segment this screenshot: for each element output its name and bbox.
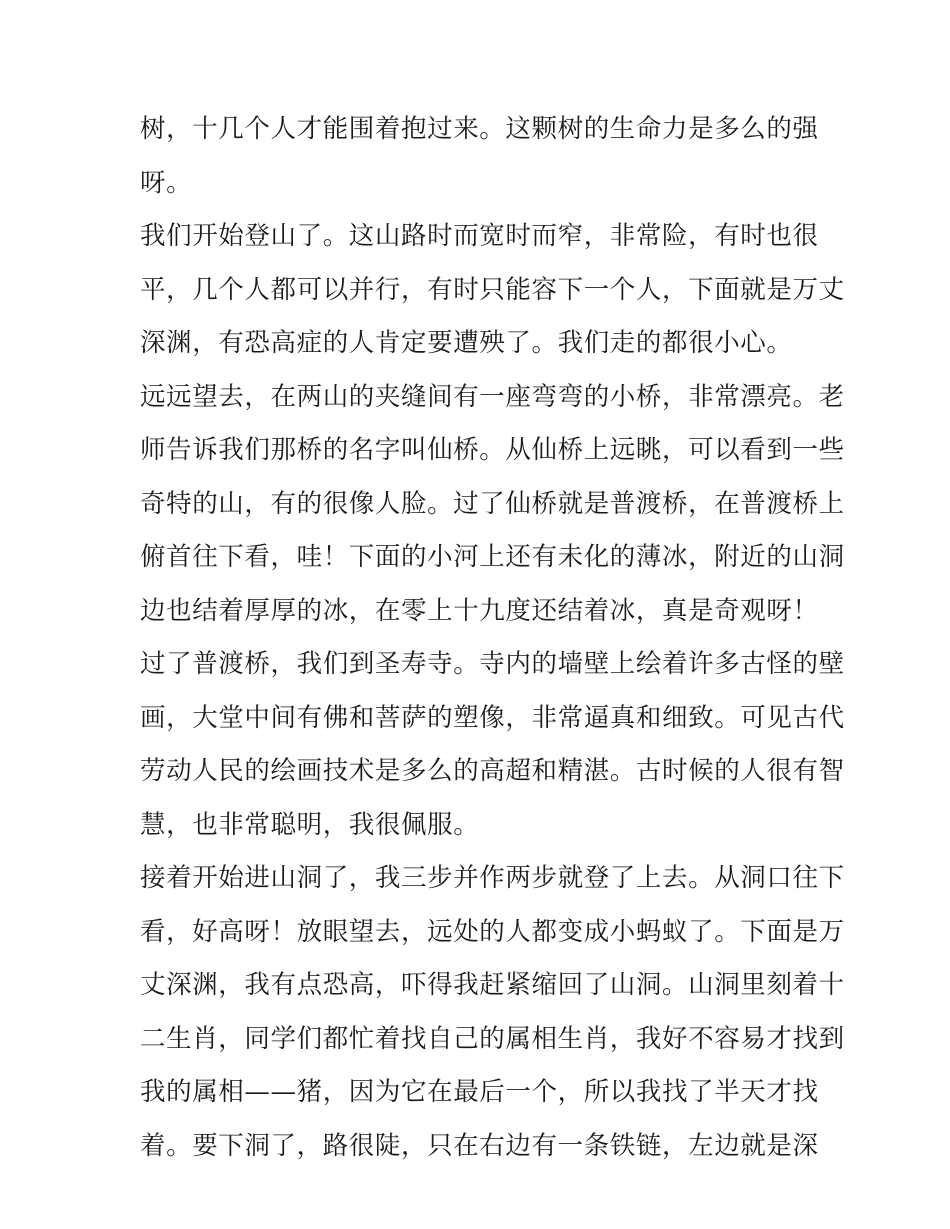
text-line: 平，几个人都可以并行，有时只能容下一个人，下面就是万丈	[140, 274, 845, 305]
text-line: 深渊，有恐高症的人肯定要遭殃了。我们走的都很小心。	[140, 328, 793, 358]
text-line: 俯首往下看，哇！下面的小河上还有未化的薄冰，附近的山洞	[140, 542, 845, 572]
text-line: 劳动人民的绘画技术是多么的高超和精湛。古时候的人很有智	[140, 756, 845, 786]
text-line: 奇特的山，有的很像人脸。过了仙桥就是普渡桥，在普渡桥上	[140, 488, 845, 519]
text-line: 师告诉我们那桥的名字叫仙桥。从仙桥上远眺，可以看到一些	[140, 435, 845, 465]
text-line: 二生肖，同学们都忙着找自己的属相生肖，我好不容易才找到	[140, 1023, 845, 1054]
text-line: 接着开始进山洞了，我三步并作两步就登了上去。从洞口往下	[140, 863, 845, 893]
text-line: 呀。	[140, 167, 193, 198]
text-line: 丈深渊，我有点恐高，吓得我赶紧缩回了山洞。山洞里刻着十	[140, 970, 845, 1000]
text-line: 我们开始登山了。这山路时而宽时而窄，非常险，有时也很	[140, 221, 819, 251]
text-line: 画，大堂中间有佛和菩萨的塑像，非常逼真和细致。可见古代	[140, 702, 845, 733]
document-page	[140, 103, 845, 1173]
text-line: 看，好高呀！放眼望去，远处的人都变成小蚂蚁了。下面是万	[140, 916, 845, 947]
text-line: 我的属相——猪，因为它在最后一个，所以我找了半天才找	[140, 1077, 819, 1107]
text-line: 远远望去，在两山的夹缝间有一座弯弯的小桥，非常漂亮。老	[140, 381, 845, 412]
text-line: 树，十几个人才能围着抱过来。这颗树的生命力是多么的强	[140, 114, 819, 144]
text-line: 过了普渡桥，我们到圣寿寺。寺内的墙壁上绘着许多古怪的壁	[140, 649, 845, 679]
text-line: 着。要下洞了，路很陡，只在右边有一条铁链，左边就是深	[140, 1130, 819, 1161]
text-line: 慧，也非常聪明，我很佩服。	[140, 809, 480, 840]
text-line: 边也结着厚厚的冰，在零上十九度还结着冰，真是奇观呀！	[140, 595, 819, 626]
